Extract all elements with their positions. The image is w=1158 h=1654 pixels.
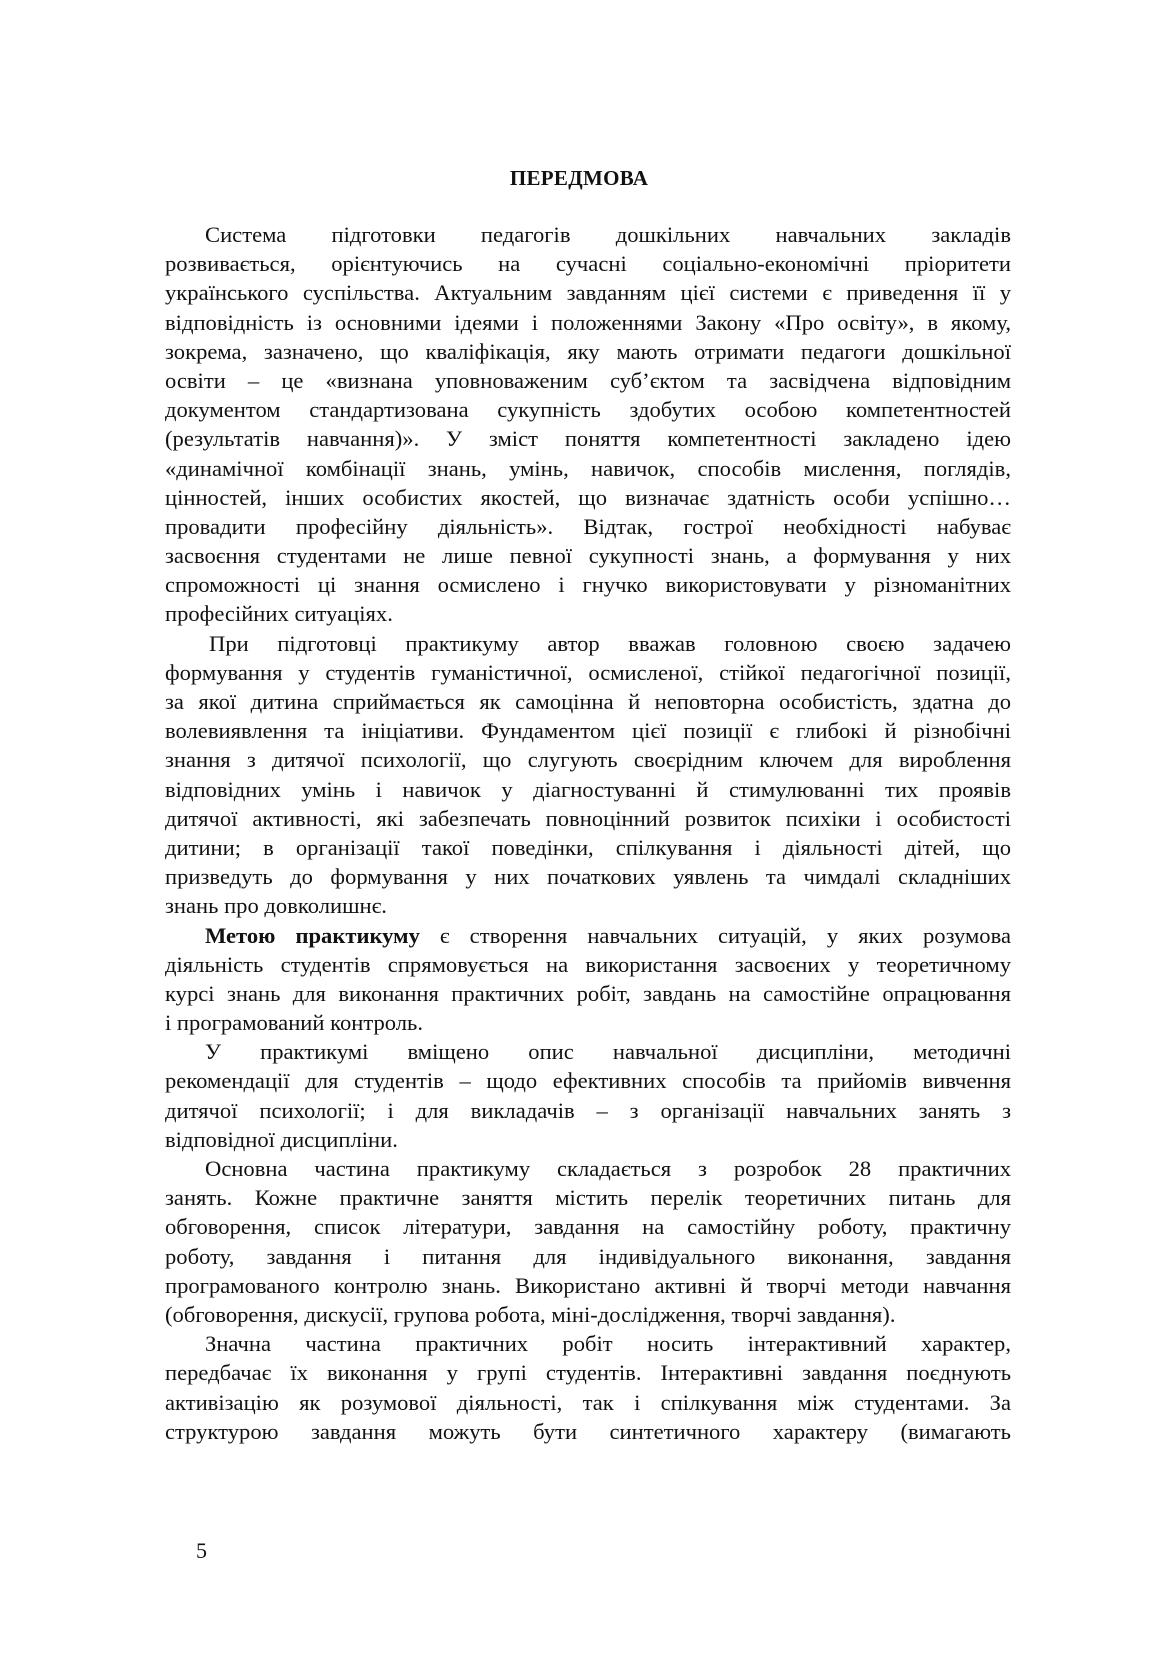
text-line: Значна частина практичних робіт носить інтерактивний характер, xyxy=(205,1331,1011,1357)
text-line: і програмований контроль. xyxy=(165,1010,424,1036)
text-line: засвоєння студентами не лише певної сукупності знань, а формування у них xyxy=(165,543,1011,569)
text-line: Система підготовки педагогів дошкільних навчальних закладів xyxy=(205,222,1011,247)
text-line: професійних ситуаціях. xyxy=(165,601,393,627)
text-line: за якої дитина сприймається як самоцінна й неповторна особистість, здатна до xyxy=(165,689,1011,714)
text-line: У практикумі вміщено опис навчальної дисципліни, методичні xyxy=(205,1039,1011,1065)
document-body xyxy=(165,220,1011,1446)
paragraph-1 xyxy=(165,220,1011,629)
text-line: відповідних умінь і навичок у діагностуванні й стимулюванні тих проявів xyxy=(165,776,1011,802)
paragraph-4 xyxy=(165,1037,1011,1154)
text-line: освіти – це «визнана уповноваженим суб’єктом та засвідчена відповідним xyxy=(165,367,1011,393)
text-line: розвивається, орієнтуючись на сучасні соціально-економічні пріоритети xyxy=(165,251,1011,277)
text-line: волевиявлення та ініціативи. Фундаментом цієї позиції є глибокі й різнобічні xyxy=(165,718,1011,744)
text-line: курсі знань для виконання практичних робіт, завдань на самостійне опрацювання xyxy=(165,980,1011,1006)
text-line: діяльність студентів спрямовується на використання засвоєних у теоретичному xyxy=(165,951,1011,977)
bold-lead: Метою практикуму xyxy=(205,922,420,948)
text-line: формування у студентів гуманістичної, осмисленої, стійкої педагогічної позиції, xyxy=(165,659,1011,685)
text-line: програмованого контролю знань. Використано активні й творчі методи навчання xyxy=(165,1272,1011,1298)
text-line: При підготовці практикуму автор вважав головною своєю задачею xyxy=(209,630,1011,656)
text-line: роботу, завдання і питання для індивідуального виконання, завдання xyxy=(165,1243,1011,1269)
text-line: провадити професійну діяльність». Відтак, гострої необхідності набуває xyxy=(165,513,1011,539)
text-line: українського суспільства. Актуальним завданням цієї системи є приведення її у xyxy=(165,280,1011,306)
paragraph-3 xyxy=(165,921,1011,1038)
text-line: дитячої активності, які забезпечать повноцінний розвиток психіки і особистості xyxy=(165,805,1011,831)
text-line: передбачає їх виконання у групі студентів. Інтерактивні завдання поєднують xyxy=(165,1360,1011,1386)
text-line: (результатів навчання)». У зміст поняття компетентності закладено ідею xyxy=(165,426,1011,452)
text-line: «динамічної комбінації знань, умінь, навичок, способів мислення, поглядів, xyxy=(165,455,1011,481)
text-line: документом стандартизована сукупність здобутих особою компетентностей xyxy=(165,397,1011,423)
text-line: рекомендації для студентів – щодо ефективних способів та прийомів вивчення xyxy=(165,1068,1011,1094)
text-line: спроможності ці знання осмислено і гнучко використовувати у різноманітних xyxy=(165,572,1011,598)
paragraph-6 xyxy=(165,1329,1011,1446)
text-line xyxy=(165,921,1011,950)
text-line: знань про довколишнє. xyxy=(165,893,387,919)
text-line: призведуть до формування у них початкових уявлень та чимдалі складніших xyxy=(165,864,1011,890)
text-line: зокрема, зазначено, що кваліфікація, яку мають отримати педагоги дошкільної xyxy=(165,338,1011,364)
paragraph-2 xyxy=(165,629,1011,921)
text-line: цінностей, інших особистих якостей, що визначає здатність особи успішно… xyxy=(165,484,1011,510)
text-line: Основна частина практикуму складається з розробок 28 практичних xyxy=(205,1156,1011,1181)
text-line: відповідність із основними ідеями і положеннями Закону «Про освіту», в якому, xyxy=(165,309,1011,335)
text-line: занять. Кожне практичне заняття містить перелік теоретичних питань для xyxy=(165,1185,1011,1211)
text-line: обговорення, список літератури, завдання на самостійну роботу, практичну xyxy=(165,1214,1011,1240)
page-title: ПЕРЕДМОВА xyxy=(509,166,649,190)
text-line: дитини; в організації такої поведінки, спілкування і діяльності дітей, що xyxy=(165,834,1011,860)
text-line: дитячої психології; і для викладачів – з організації навчальних занять з xyxy=(165,1097,1011,1123)
text-line: (обговорення, дискусії, групова робота, міні-дослідження, творчі завдання). xyxy=(165,1301,896,1327)
page-number: 5 xyxy=(196,1538,207,1563)
paragraph-5 xyxy=(165,1154,1011,1329)
text-fragment: є створення навчальних ситуацій, у яких розумова xyxy=(419,922,1011,948)
text-line: відповідної дисципліни. xyxy=(165,1126,398,1152)
text-line: знання з дитячої психології, що слугують своєрідним ключем для вироблення xyxy=(165,747,1011,773)
text-line: структурою завдання можуть бути синтетичного характеру (вимагають xyxy=(165,1418,1011,1444)
text-line: активізацію як розумової діяльності, так і спілкування між студентами. За xyxy=(165,1389,1011,1415)
